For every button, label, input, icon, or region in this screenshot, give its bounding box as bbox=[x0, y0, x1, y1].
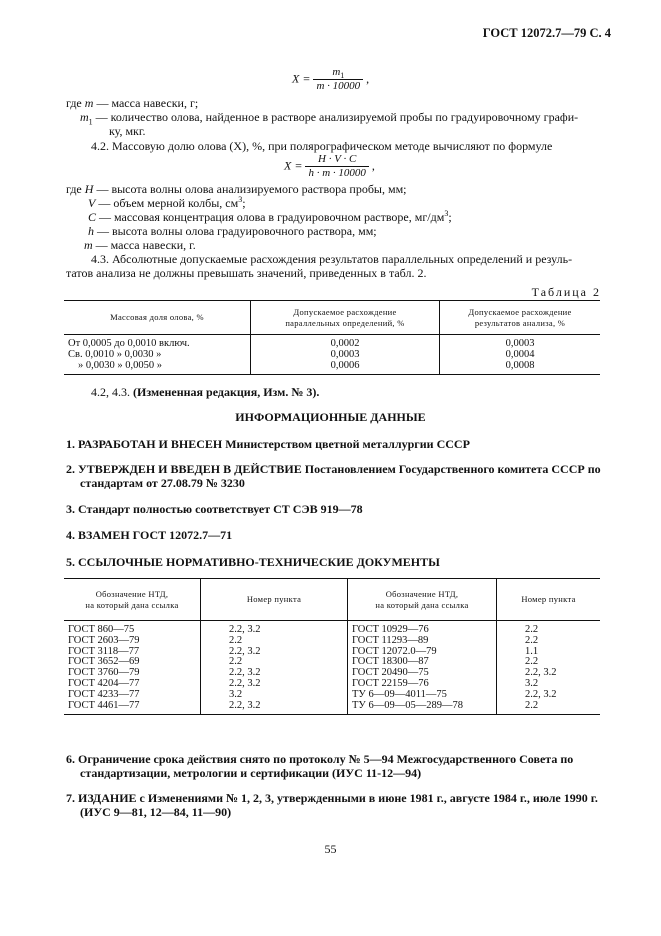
where-2-tail-2: ; bbox=[448, 210, 452, 224]
formula-1-lhs: X = bbox=[292, 71, 311, 86]
formula-1-tail: , bbox=[366, 71, 370, 86]
ref-doc: ГОСТ 3118—77 bbox=[68, 645, 140, 657]
where-2-sym-1: V bbox=[88, 196, 96, 210]
ref-header-0: Обозначение НТД, на который дана ссылка bbox=[64, 579, 201, 621]
formula-2-numerator: H · V · C bbox=[305, 153, 368, 167]
table-row bbox=[64, 647, 600, 658]
table-row bbox=[64, 335, 600, 350]
ref-header-2: Обозначение НТД, на который дана ссылка bbox=[348, 579, 497, 621]
ref-clause: 2.2 bbox=[497, 701, 601, 715]
ref-doc: ГОСТ 3760—79 bbox=[68, 667, 140, 679]
ref-doc: ГОСТ 4204—77 bbox=[68, 677, 140, 689]
where-2-text-1: — объем мерной колбы, см bbox=[98, 196, 239, 210]
ref-clause: 2.2, 3.2 bbox=[201, 647, 348, 658]
table-2-header-0: Массовая доля олова, % bbox=[64, 301, 251, 335]
table-2-cell: 0,0004 bbox=[440, 350, 601, 361]
info-section-2-line-2: стандартам от 27.08.79 № 3230 bbox=[80, 476, 245, 490]
where-2-tail-1: ; bbox=[242, 196, 246, 210]
formula-1-fraction bbox=[313, 66, 363, 93]
where-2-sym-4: m bbox=[84, 238, 93, 252]
where-2-sym-3: h bbox=[88, 224, 94, 238]
ref-doc: ГОСТ 10929—76 bbox=[348, 621, 497, 636]
info-section-2-line-1: 2. УТВЕРЖДЕН И ВВЕДЕН В ДЕЙСТВИЕ Постановлением Государственного комитета СССР по bbox=[66, 462, 601, 476]
table-2-cell: 0,0008 bbox=[440, 361, 601, 375]
where-2-sup-1: 3 bbox=[238, 195, 243, 204]
where-2-text-0: — высота волны олова анализируемого раствора пробы, мм; bbox=[96, 182, 407, 196]
table-row bbox=[64, 621, 600, 636]
ref-doc: ГОСТ 11293—89 bbox=[348, 636, 497, 647]
table-row bbox=[64, 690, 600, 701]
where-1-text-0: — масса навески, г; bbox=[96, 96, 199, 110]
ref-clause: 2.2, 3.2 bbox=[201, 701, 348, 715]
ref-doc: ГОСТ 22159—76 bbox=[348, 679, 497, 690]
where-1-lead: где bbox=[66, 96, 82, 110]
table-2-cell: 0,0006 bbox=[251, 361, 440, 375]
ref-doc: ГОСТ 12072.0—79 bbox=[348, 647, 497, 658]
where-2-line-4 bbox=[88, 224, 377, 239]
formula-1 bbox=[292, 66, 369, 93]
ref-clause: 2.2 bbox=[201, 636, 348, 647]
where-2-line-2 bbox=[88, 196, 246, 211]
formula-2-denominator: h · m · 10000 bbox=[308, 167, 366, 179]
where-2-line-5 bbox=[84, 238, 196, 253]
info-section-6-line-2: стандартизации, метрологии и сертификации (ИУС 11-12—94) bbox=[80, 766, 422, 780]
table-2-cell: 0,0003 bbox=[440, 335, 601, 350]
amendment-text: (Измененная редакция, Изм. № 3). bbox=[133, 385, 320, 399]
formula-2-tail: , bbox=[371, 158, 375, 173]
where-2-line-1 bbox=[66, 182, 407, 197]
info-section-5: 5. ССЫЛОЧНЫЕ НОРМАТИВНО-ТЕХНИЧЕСКИЕ ДОКУМЕНТЫ bbox=[66, 555, 440, 569]
ref-clause: 2.2 bbox=[201, 657, 348, 668]
table-row bbox=[64, 350, 600, 361]
where-2-sup-2: 3 bbox=[444, 209, 449, 218]
where-2-line-3 bbox=[88, 210, 452, 225]
table-row bbox=[64, 701, 600, 715]
ref-clause: 2.2, 3.2 bbox=[497, 668, 601, 679]
table-2-header-1: Допускаемое расхождение параллельных определений, % bbox=[251, 301, 440, 335]
ref-doc: ГОСТ 860—75 bbox=[68, 624, 135, 635]
ref-doc: ТУ 6—09—05—289—78 bbox=[348, 701, 497, 715]
ref-clause: 3.2 bbox=[497, 679, 601, 690]
table-2-caption: Таблица 2 bbox=[531, 285, 601, 299]
formula-2-fraction bbox=[305, 153, 368, 180]
info-section-7-line-1: 7. ИЗДАНИЕ с Изменениями № 1, 2, 3, утвержденными в июне 1981 г., августе 1984 г., июле 1990 г. bbox=[66, 791, 598, 805]
ref-clause: 2.2, 3.2 bbox=[201, 679, 348, 690]
info-section-7-line-2: (ИУС 9—81, 12—84, 11—90) bbox=[80, 805, 232, 819]
info-section-6-line-1: 6. Ограничение срока действия снято по протоколу № 5—94 Межгосударственного Совета по bbox=[66, 752, 574, 766]
where-2-sym-2: C bbox=[88, 210, 97, 224]
table-row bbox=[64, 679, 600, 690]
ref-header-3: Номер пункта bbox=[497, 579, 601, 621]
where-2-lead: где bbox=[66, 182, 82, 196]
ref-clause: 2.2, 3.2 bbox=[201, 668, 348, 679]
table-2-cell: » 0,0030 » 0,0050 » bbox=[78, 359, 162, 371]
para-4-3-line-2: татов анализа не должны превышать значений, приведенных в табл. 2. bbox=[66, 266, 427, 280]
ref-clause: 2.2, 3.2 bbox=[201, 621, 348, 636]
where-2-sym-0: H bbox=[84, 182, 94, 196]
where-2-text-2: — массовая концентрация олова в градуировочном растворе, мг/дм bbox=[99, 210, 445, 224]
table-2-cell: От 0,0005 до 0,0010 включ. bbox=[68, 338, 190, 349]
table-row bbox=[64, 636, 600, 647]
ref-clause: 1.1 bbox=[497, 647, 601, 658]
ref-doc: ГОСТ 4461—77 bbox=[68, 699, 140, 711]
table-2-cell: 0,0003 bbox=[251, 350, 440, 361]
where-1-text-1: — количество олова, найденное в растворе анализируемой пробы по градуировочному графи- bbox=[95, 110, 579, 124]
where-1-sym-0: m bbox=[84, 96, 94, 110]
where-1-sub-1: 1 bbox=[88, 117, 93, 127]
ref-clause: 2.2 bbox=[497, 657, 601, 668]
formula-1-denominator: m · 10000 bbox=[316, 80, 361, 92]
para-4-3-line-1: 4.3. Абсолютные допускаемые расхождения результатов параллельных определений и резуль- bbox=[91, 252, 573, 266]
formula-2-lhs: X = bbox=[284, 158, 303, 173]
where-1-sym-1: m bbox=[80, 110, 89, 124]
amendment-note bbox=[91, 385, 319, 400]
formula-1-numerator-sub: 1 bbox=[340, 71, 345, 81]
info-section-4: 4. ВЗАМЕН ГОСТ 12072.7—71 bbox=[66, 528, 233, 542]
table-2 bbox=[64, 300, 600, 375]
where-2-text-3: — высота волны олова градуировочного раствора, мм; bbox=[97, 224, 377, 238]
where-1-line-2 bbox=[80, 110, 578, 125]
page-header: ГОСТ 12072.7—79 С. 4 bbox=[482, 26, 611, 40]
formula-1-numerator: m bbox=[332, 66, 341, 78]
amendment-prefix: 4.2, 4.3. bbox=[91, 385, 130, 399]
ref-clause: 2.2 bbox=[497, 621, 601, 636]
ref-doc: ТУ 6—09—4011—75 bbox=[348, 690, 497, 701]
info-section-1: 1. РАЗРАБОТАН И ВНЕСЕН Министерством цветной металлургии СССР bbox=[66, 437, 470, 451]
table-row bbox=[64, 668, 600, 679]
ref-doc: ГОСТ 20490—75 bbox=[348, 668, 497, 679]
table-2-cell: Св. 0,0010 » 0,0030 » bbox=[68, 348, 162, 360]
where-2-text-4: — масса навески, г. bbox=[95, 238, 196, 252]
info-section-3: 3. Стандарт полностью соответствует СТ СЭВ 919—78 bbox=[66, 502, 363, 516]
table-row bbox=[64, 657, 600, 668]
ref-clause: 2.2 bbox=[497, 636, 601, 647]
table-row bbox=[64, 361, 600, 375]
reference-table bbox=[64, 578, 600, 715]
table-2-header-2: Допускаемое расхождение результатов анализа, % bbox=[440, 301, 601, 335]
info-title: ИНФОРМАЦИОННЫЕ ДАННЫЕ bbox=[235, 410, 426, 424]
ref-header-1: Номер пункта bbox=[201, 579, 348, 621]
ref-doc: ГОСТ 2603—79 bbox=[68, 634, 140, 646]
ref-doc: ГОСТ 18300—87 bbox=[348, 657, 497, 668]
formula-2 bbox=[284, 153, 375, 180]
ref-doc: ГОСТ 3652—69 bbox=[68, 656, 140, 668]
ref-clause: 3.2 bbox=[201, 690, 348, 701]
page-number: 55 bbox=[324, 842, 337, 856]
para-4-2: 4.2. Массовую долю олова (X), %, при полярографическом методе вычисляют по формуле bbox=[91, 139, 553, 153]
table-2-cell: 0,0002 bbox=[251, 335, 440, 350]
where-1-line-1 bbox=[66, 96, 198, 111]
ref-doc: ГОСТ 4233—77 bbox=[68, 688, 140, 700]
ref-clause: 2.2, 3.2 bbox=[497, 690, 601, 701]
where-1-cont: ку, мкг. bbox=[109, 124, 146, 138]
